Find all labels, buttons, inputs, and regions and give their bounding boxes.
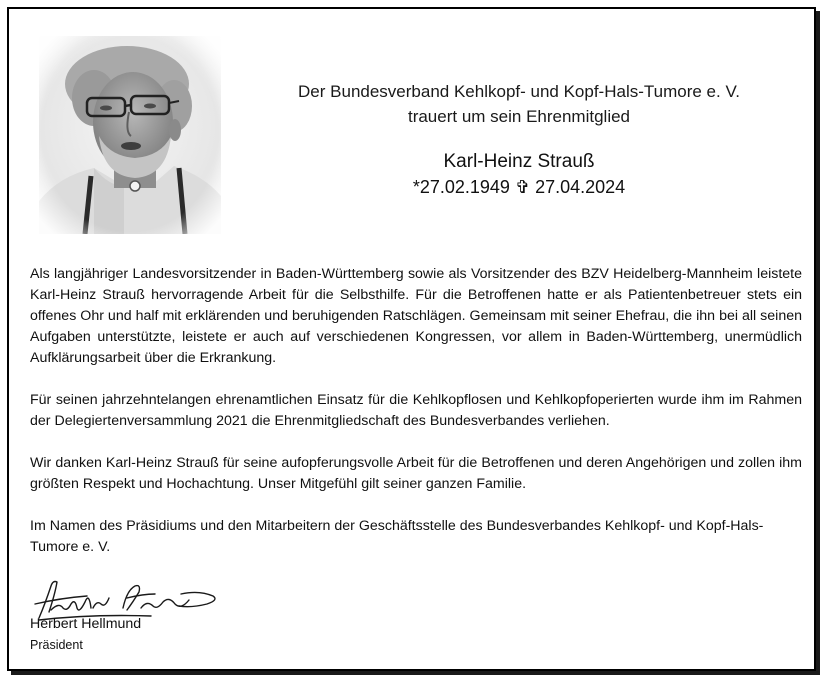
signer-name: Herbert Hellmund bbox=[30, 616, 142, 632]
announcement-header bbox=[259, 79, 779, 199]
paragraph: Als langjähriger Landesvorsitzender in Baden-Württemberg sowie als Vorsitzender des BZV Heidelberg-Mannheim leistete Karl-Heinz Strauß hervorragende Arbeit für die Selbsthilfe. Für die Betroffenen hatte er als Patientenbetreuer stets ein offenes Ohr und half mit erklärenden und beruhigenden Ratschlägen. Gemeinsam mit seiner Ehefrau, die ihn bei all seinen Aufgaben unterstützte, leistete er auch auf verschiedenen Kongressen, vor allem in Baden-Württemberg, unermüdlich Aufklärungsarbeit über die Erkrankung. bbox=[30, 266, 802, 366]
birth-date: *27.02.1949 bbox=[412, 177, 510, 197]
paragraph: Wir danken Karl-Heinz Strauß für seine aufopferungsvolle Arbeit für die Betroffenen und deren Angehörigen und zollen ihm größten Respekt und Hochachtung. Unser Mitgefühl gilt seiner ganzen Familie. bbox=[30, 455, 802, 492]
cross-icon: ✞ bbox=[514, 177, 531, 197]
obituary-card bbox=[7, 7, 816, 671]
organization-line: Der Bundesverband Kehlkopf- und Kopf-Hals-Tumore e. V. bbox=[298, 82, 740, 101]
paragraph: Für seinen jahrzehntelangen ehrenamtlichen Einsatz für die Kehlkopflosen und Kehlkopfoperierten wurde ihm im Rahmen der Delegiertenversammlung 2021 die Ehrenmitgliedschaft des Bundesverbandes verliehen. bbox=[30, 392, 802, 429]
paragraph: Im Namen des Präsidiums und den Mitarbeitern der Geschäftsstelle des Bundesverbandes Kehlkopf- und Kopf-Hals-Tumore e. V. bbox=[30, 518, 764, 555]
signer-title: Präsident bbox=[30, 638, 83, 652]
deceased-name: Karl-Heinz Strauß bbox=[443, 151, 595, 172]
life-dates bbox=[259, 175, 779, 199]
mourning-line: trauert um sein Ehrenmitglied bbox=[407, 107, 631, 126]
portrait-photo bbox=[39, 36, 221, 234]
obituary-text bbox=[30, 264, 802, 579]
death-date: 27.04.2024 bbox=[535, 177, 626, 197]
